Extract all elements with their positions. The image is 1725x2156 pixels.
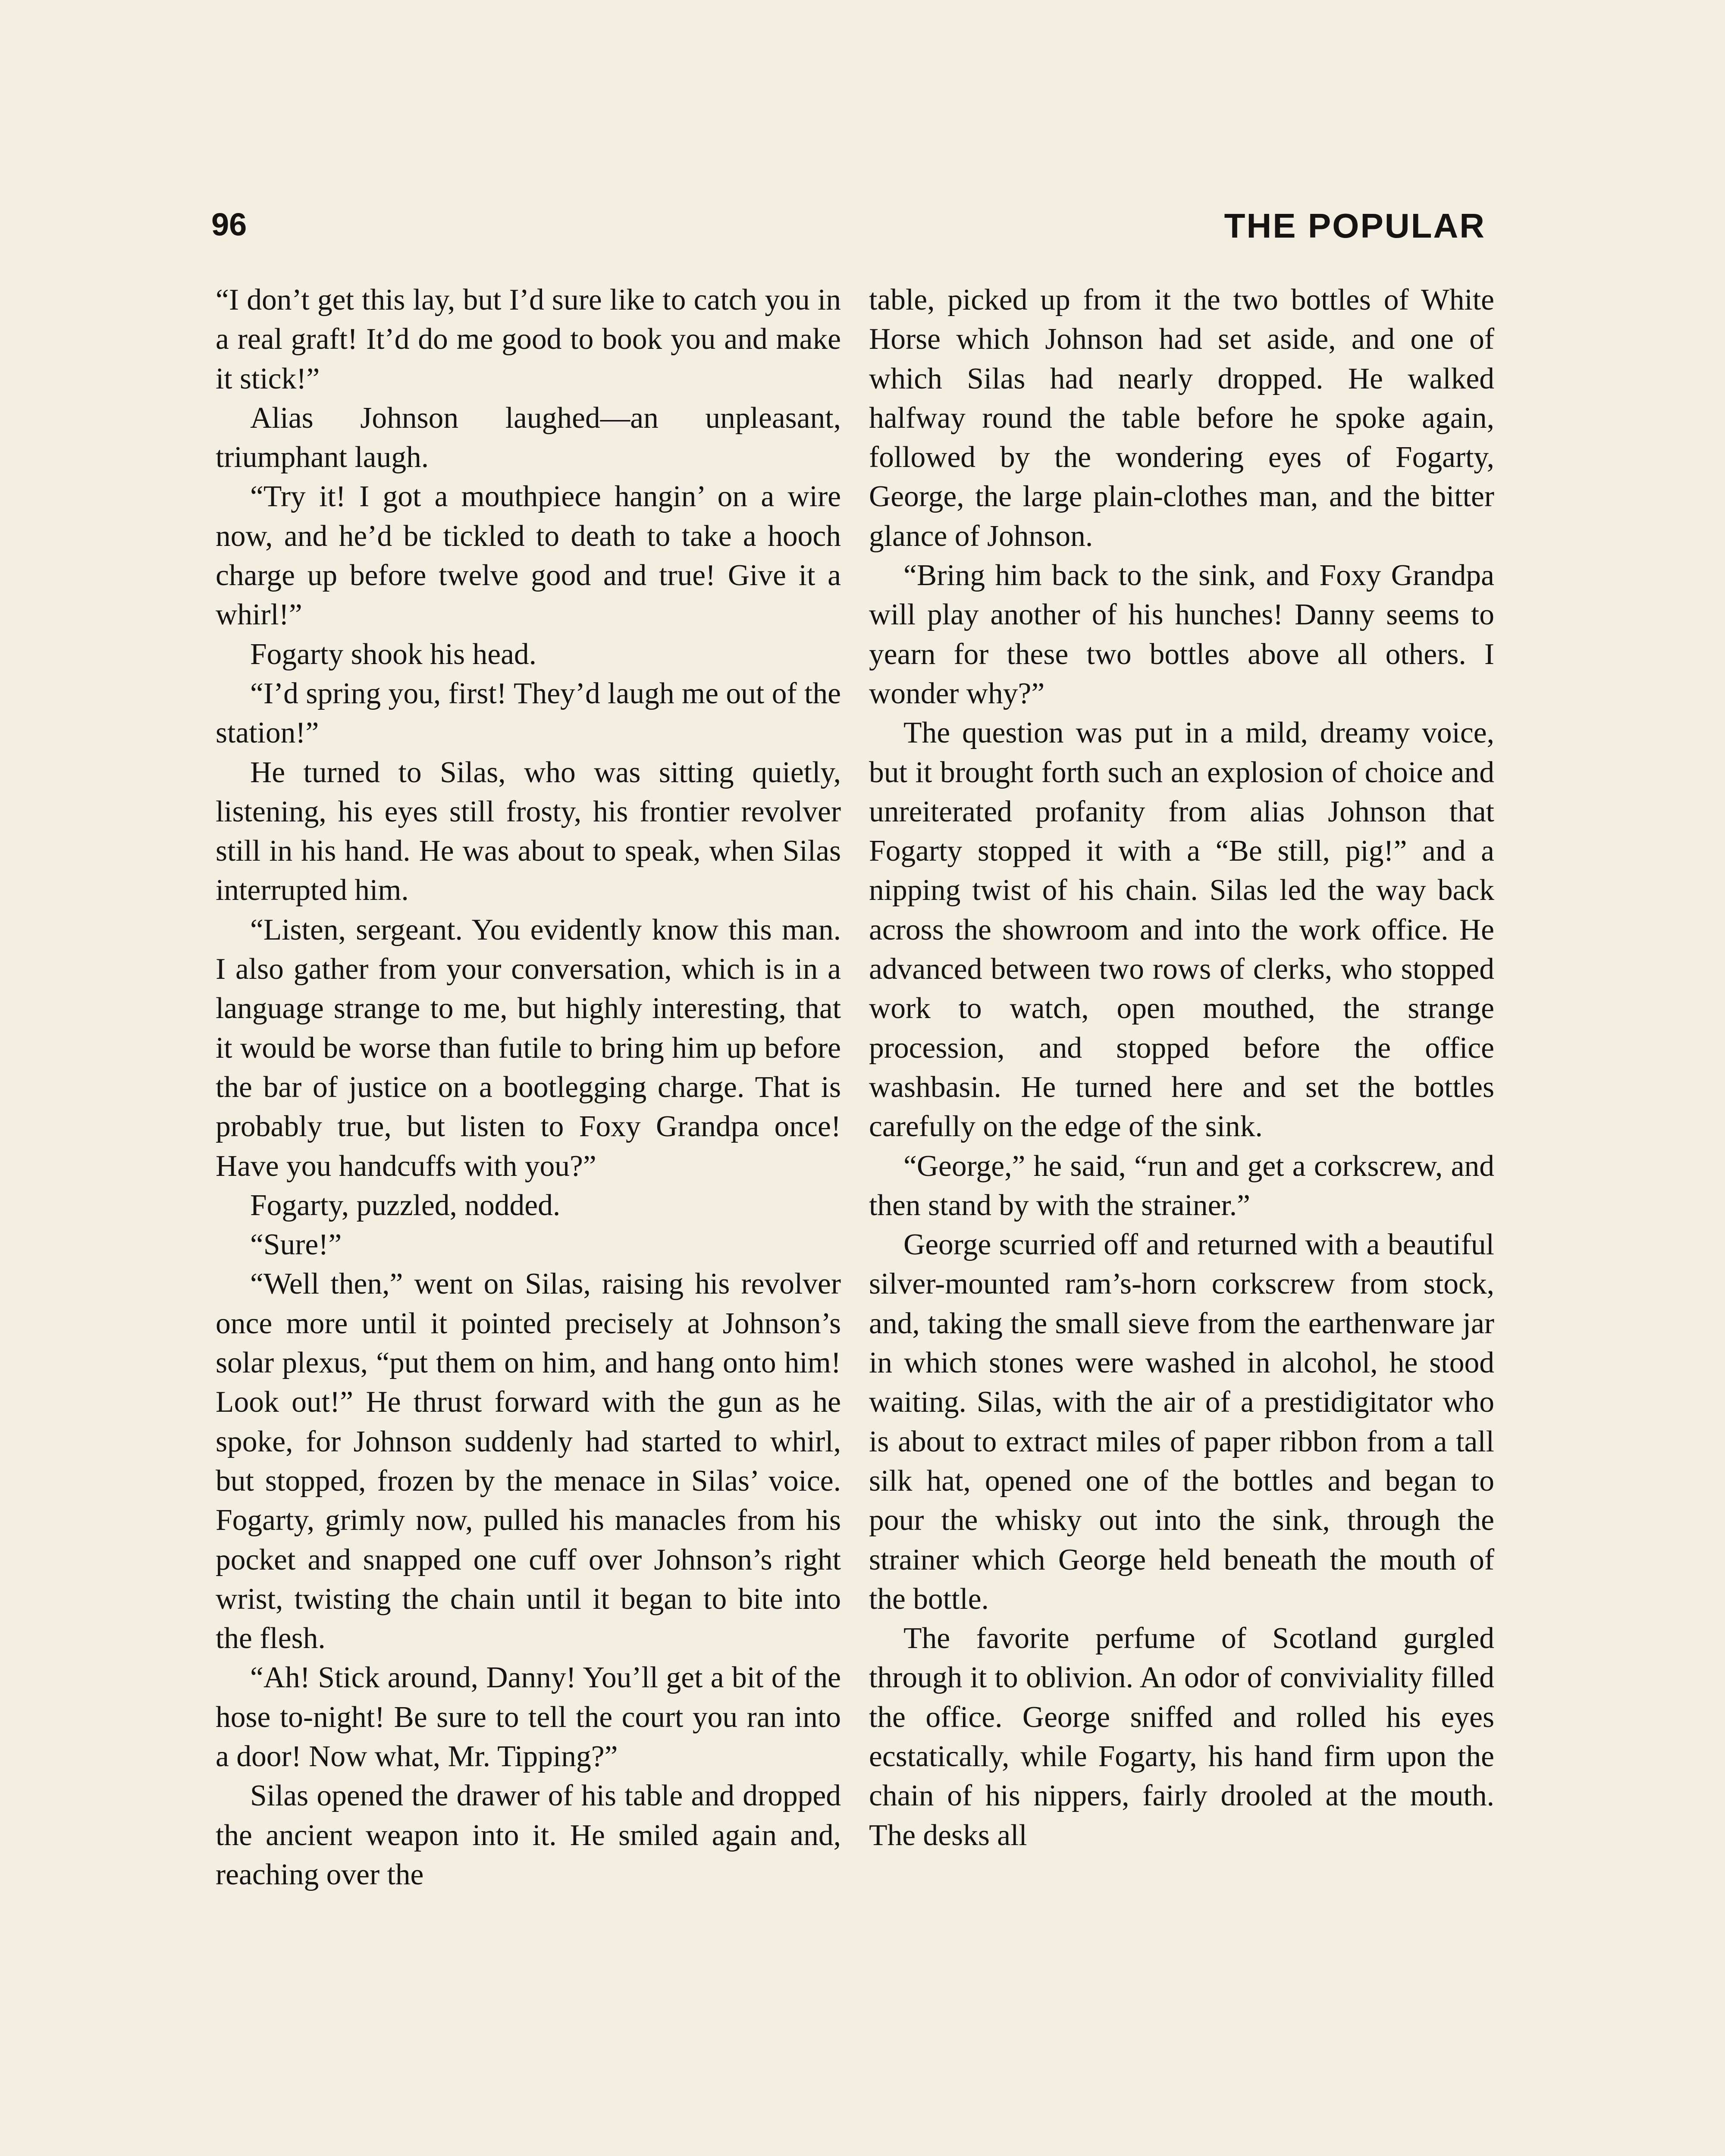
paragraph: The question was put in a mild, dreamy voice, but it brought forth such an explosion of choice and unreiterated profanity from alias Johnson that Fogarty stopped it with a “Be still, pig!” and a nipping twist of his chain. Silas led the way back across the showroom and into the work office. He advanced between two rows of clerks, who stopped work to watch, open mouthed, the strange procession, and stopped before the office washbasin. He turned here and set the bottles carefully on the edge of the sink.: [869, 716, 1494, 1144]
right-column: [869, 280, 1494, 2156]
magazine-title: THE POPULAR: [1224, 207, 1486, 245]
paragraph: “Ah! Stick around, Danny! You’ll get a bit of the hose to-night! Be sure to tell the court you ran into a door! Now what, Mr. Tipping?”: [216, 1661, 841, 1773]
paragraph: “Sure!”: [250, 1228, 342, 1262]
paragraph: “George,” he said, “run and get a corkscrew, and then stand by with the strainer.”: [869, 1149, 1494, 1222]
page-number: 96: [211, 207, 247, 242]
paragraph: Alias Johnson laughed—an unpleasant, triumphant laugh.: [216, 401, 841, 474]
paragraph: George scurried off and returned with a beautiful silver-mounted ram’s-horn corkscrew from stock, and, taking the small sieve from the earthenware jar in which stones were washed in alcohol, he stood waiting. Silas, with the air of a prestidigitator who is about to extract miles of paper ribbon from a tall silk hat, opened one of the bottles and began to pour the whisky out into the sink, through the strainer which George held beneath the mouth of the bottle.: [869, 1228, 1494, 1616]
paragraph: He turned to Silas, who was sitting quietly, listening, his eyes still frosty, his frontier revolver still in his hand. He was about to speak, when Silas interrupted him.: [216, 755, 841, 907]
paragraph: table, picked up from it the two bottles of White Horse which Johnson had set aside, and one of which Silas had nearly dropped. He walked halfway round the table before he spoke again, followed by the wondering eyes of Fogarty, George, the large plain-clothes man, and the bitter glance of Johnson.: [869, 283, 1494, 553]
paragraph: “Try it! I got a mouthpiece hangin’ on a wire now, and he’d be tickled to death to take a hooch charge up before twelve good and true! Give it a whirl!”: [216, 480, 841, 632]
paragraph: “I don’t get this lay, but I’d sure like to catch you in a real graft! It’d do me good to book you and make it stick!”: [216, 283, 841, 395]
paragraph: The favorite perfume of Scotland gurgled through it to oblivion. An odor of conviviality filled the office. George sniffed and rolled his eyes ecstatically, while Fogarty, his hand firm upon the chain of his nippers, fairly drooled at the mouth. The desks all: [869, 1622, 1494, 1852]
paragraph: “Well then,” went on Silas, raising his revolver once more until it pointed precisely at Johnson’s solar plexus, “put them on him, and hang onto him! Look out!” He thrust forward with the gun as he spoke, for Johnson suddenly had started to whirl, but stopped, frozen by the menace in Silas’ voice. Fogarty, grimly now, pulled his manacles from his pocket and snapped one cuff over Johnson’s right wrist, twisting the chain until it began to bite into the flesh.: [216, 1267, 841, 1655]
page-header: [211, 206, 1486, 258]
paragraph: Silas opened the drawer of his table and dropped the ancient weapon into it. He smiled again and, reaching over the: [216, 1779, 841, 1891]
paragraph: “Bring him back to the sink, and Foxy Grandpa will play another of his hunches! Danny seems to yearn for these two bottles above all others. I wonder why?”: [869, 559, 1494, 710]
paragraph: Fogarty, puzzled, nodded.: [250, 1188, 561, 1222]
paragraph: “Listen, sergeant. You evidently know this man. I also gather from your conversation, which is in a language strange to me, but highly interesting, that it would be worse than futile to bring him up before the bar of justice on a bootlegging charge. That is probably true, but listen to Foxy Grandpa once! Have you handcuffs with you?”: [216, 913, 841, 1183]
paragraph: “I’d spring you, first! They’d laugh me out of the station!”: [216, 677, 841, 750]
left-column: [216, 280, 841, 2156]
paragraph: Fogarty shook his head.: [250, 637, 537, 671]
